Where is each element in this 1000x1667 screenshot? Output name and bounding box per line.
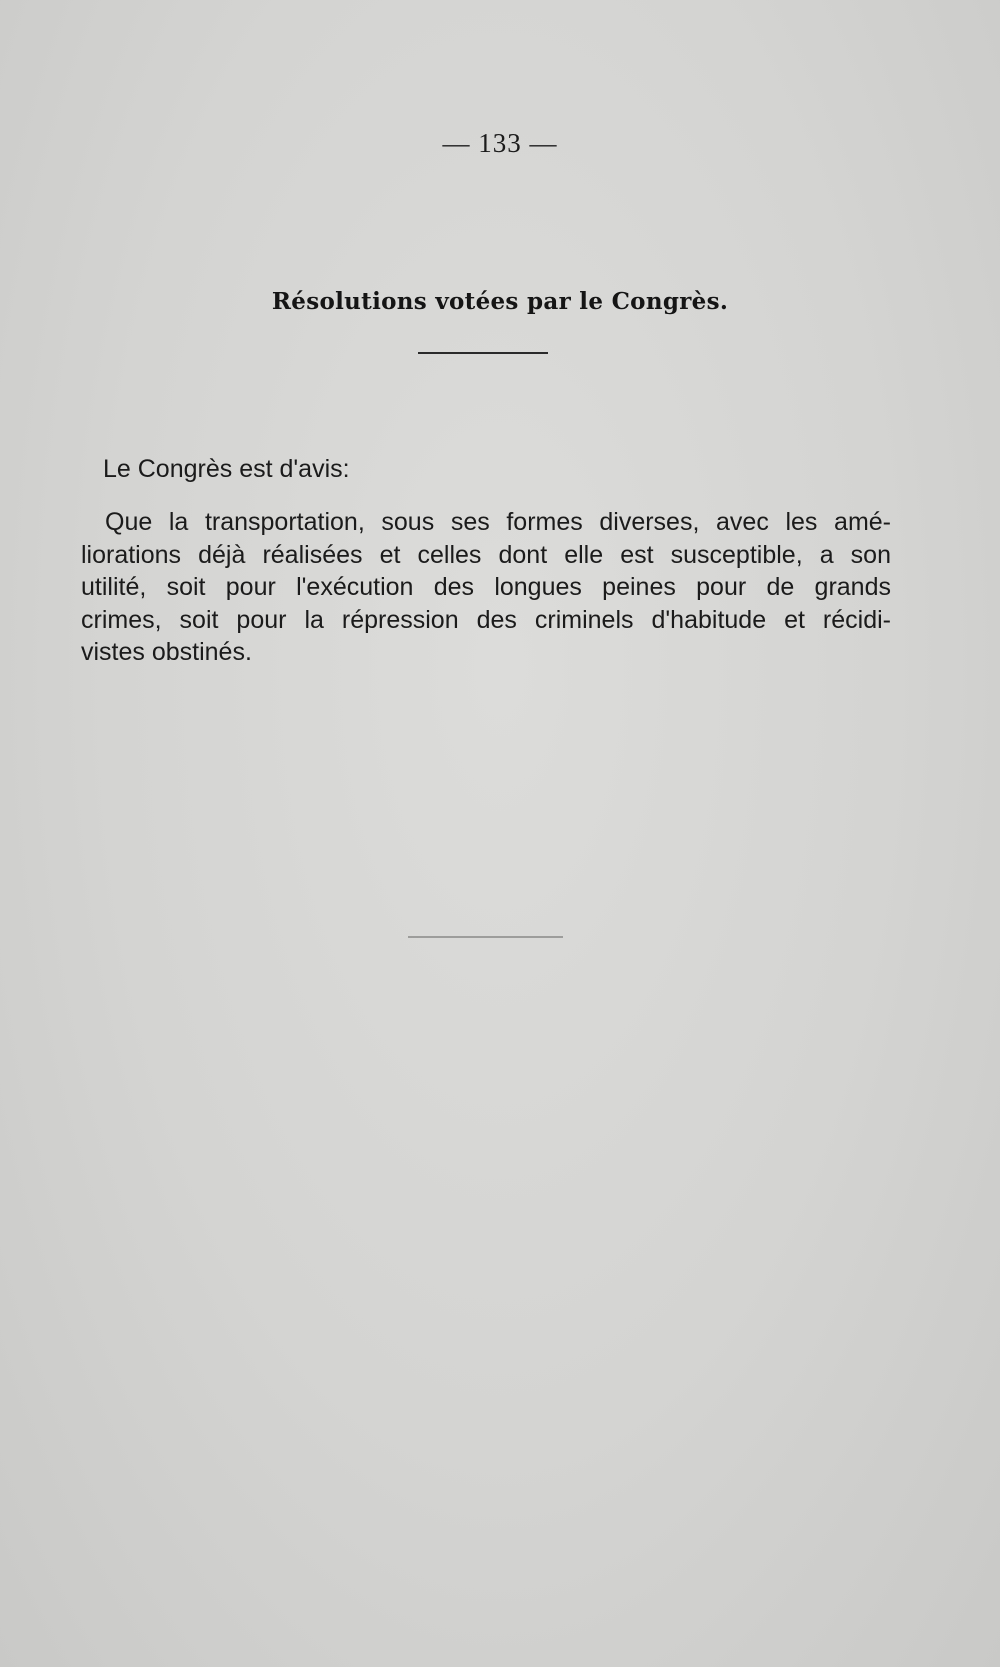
paragraph-line: Que la transportation, sous ses formes diverses, avec les amé- <box>105 508 891 536</box>
paragraph-line: crimes, soit pour la répression des criminels d'habitude et récidi- <box>81 605 891 634</box>
section-heading: Résolutions votées par le Congrès. <box>271 288 729 315</box>
paragraph-line: liorations déjà réalisées et celles dont elle est susceptible, a son <box>81 540 891 569</box>
paragraph-line: vistes obstinés. <box>81 638 252 666</box>
paragraph-line: utilité, soit pour l'exécution des longues peines pour de grands <box>81 573 891 601</box>
bleed-through-divider <box>408 936 563 938</box>
page-number: — 133 — <box>442 128 558 158</box>
resolution-paragraph <box>81 506 891 669</box>
intro-paragraph: Le Congrès est d'avis: <box>103 455 350 483</box>
heading-divider <box>418 352 548 354</box>
